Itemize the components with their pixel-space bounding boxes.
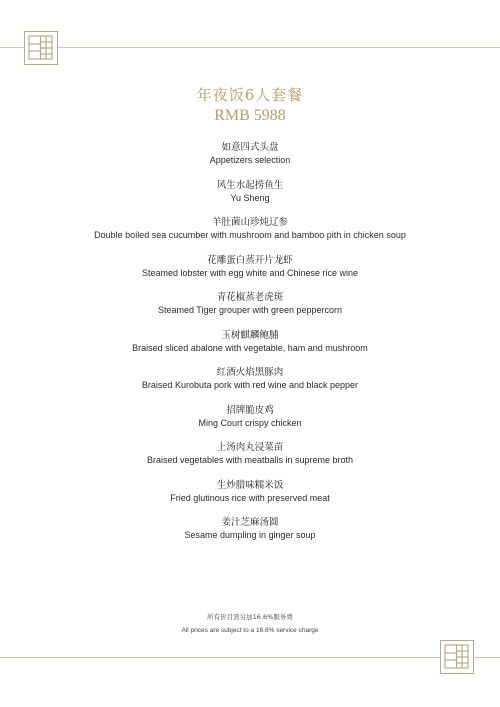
top-divider [0, 47, 500, 48]
ming-court-logo-icon [440, 640, 474, 674]
dish-list [0, 141, 500, 554]
dish-name-cn: 姜汁芝麻汤圆 [221, 517, 279, 528]
dish-item [0, 404, 500, 442]
dish-name-en: Steamed Tiger grouper with green peppercorn [157, 305, 343, 315]
dish-name-cn: 青花椒蒸老虎斑 [216, 292, 284, 303]
dish-item [0, 179, 500, 217]
dish-name-en: Braised Kurobuta pork with red wine and black pepper [141, 380, 359, 390]
dish-name-en: Fried glutinous rice with preserved meat [170, 492, 330, 503]
bottom-divider [0, 657, 500, 658]
dish-name-cn: 生炒腊味糯米饭 [216, 479, 284, 491]
dish-name-en: Double boiled sea cucumber with mushroom and bamboo pith in chicken soup [94, 230, 406, 240]
dish-name-cn: 风生水起捞鱼生 [216, 179, 284, 191]
dish-name-cn: 红酒火焰黑豚肉 [216, 367, 284, 378]
dish-name-en: Steamed lobster with egg white and Chinese rice wine [141, 267, 359, 278]
dish-name-en: Ming Court crispy chicken [198, 417, 302, 428]
dish-name-cn: 上汤肉丸浸菜苗 [216, 442, 284, 453]
dish-item [0, 479, 500, 517]
menu-price: RMB 5988 [214, 107, 286, 124]
dish-item [0, 366, 500, 404]
menu-title: 年夜饭6人套餐 [196, 86, 304, 104]
dish-name-cn: 羊肚菌山珍炖辽参 [211, 217, 288, 228]
dish-item [0, 216, 500, 254]
dish-name-cn: 花雕蛋白蒸开片龙虾 [207, 254, 293, 266]
dish-name-en: Appetizers selection [209, 155, 291, 165]
dish-name-cn: 如意四式头盘 [221, 142, 279, 153]
dish-item [0, 441, 500, 479]
dish-item [0, 516, 500, 554]
dish-item [0, 291, 500, 329]
ming-court-logo-icon [24, 31, 58, 65]
dish-name-en: Yu Sheng [230, 192, 270, 203]
dish-item [0, 141, 500, 179]
dish-item [0, 254, 500, 292]
menu-header [0, 86, 500, 126]
dish-item [0, 329, 500, 367]
service-charge-note [0, 612, 500, 636]
dish-name-en: Braised sliced abalone with vegetable, ham and mushroom [132, 342, 368, 353]
dish-name-en: Braised vegetables with meatballs in supreme broth [146, 455, 354, 465]
dish-name-en: Sesame dumpling in ginger soup [184, 530, 316, 540]
service-charge-cn: 所有价目需另加16.6%服务费 [207, 613, 293, 621]
service-charge-en: All prices are subject to a 16.6% service charge [181, 627, 319, 634]
dish-name-cn: 玉树麒麟鲍脯 [221, 329, 279, 341]
dish-name-cn: 招牌脆皮鸡 [226, 404, 274, 416]
